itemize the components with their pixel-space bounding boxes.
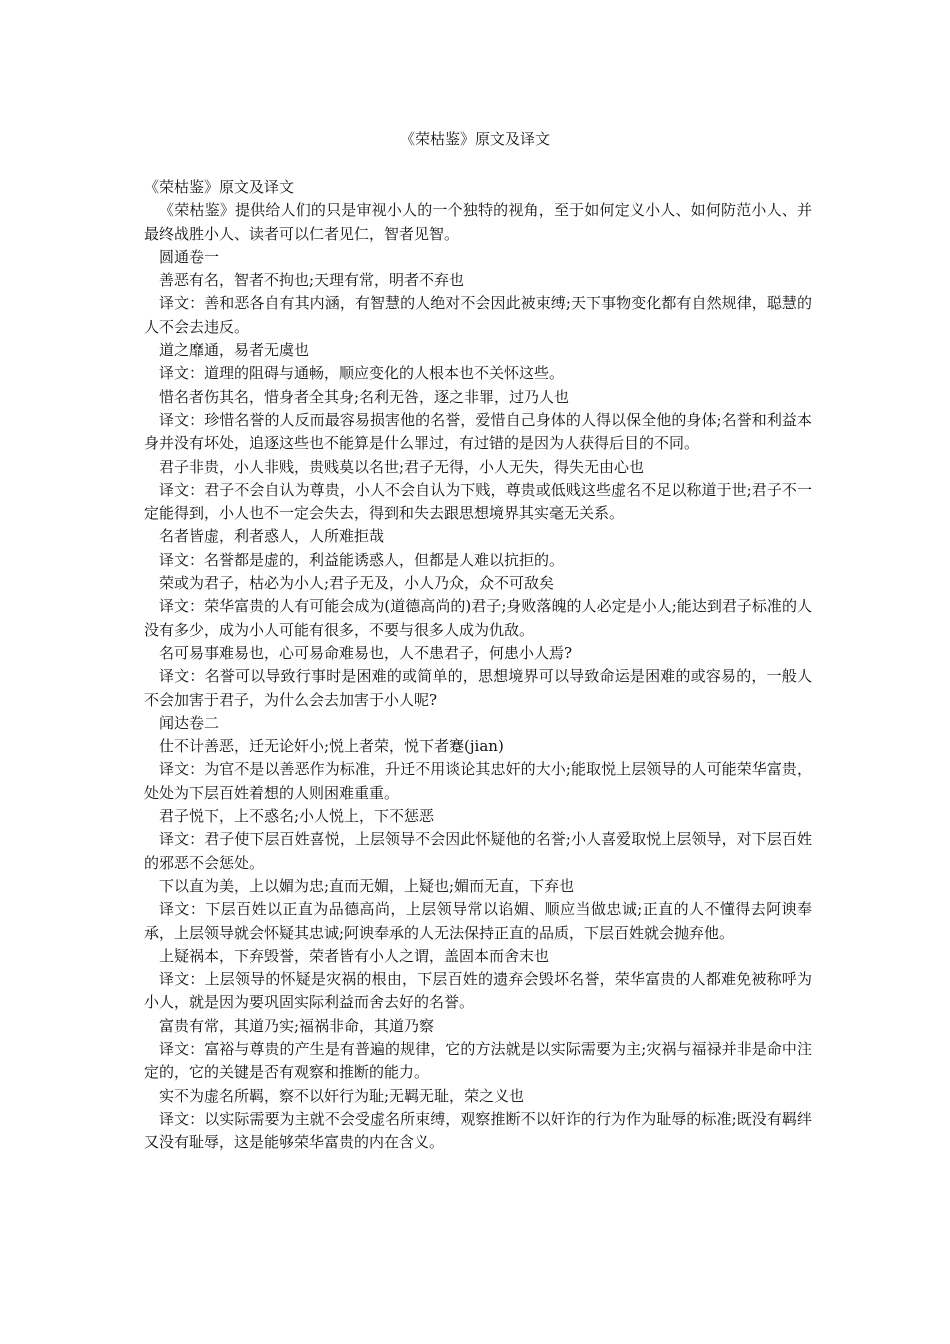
original-text: 善恶有名，智者不拘也;天理有常，明者不弃也 — [159, 271, 465, 290]
intro-paragraph: 《荣枯鉴》提供给人们的只是审视小人的一个独特的视角，至于如何定义小人、如何防范小人、并最终战胜小人、读者可以仁者见仁，智者见智。 — [144, 201, 812, 243]
translation-text: 译文：上层领导的怀疑是灾祸的根由，下层百姓的遗弃会毁坏名誉，荣华富贵的人都难免被称呼为小人，就是因为要巩固实际利益而舍去好的名誉。 — [144, 970, 812, 1012]
translation-text: 译文：下层百姓以正直为品德高尚，上层领导常以谄媚、顺应当做忠诚;正直的人不懂得去阿谀奉承，上层领导就会怀疑其忠诚;阿谀奉承的人无法保持正直的品质，下层百姓就会抛弃他。 — [144, 900, 812, 942]
section-heading: 闻达卷二 — [159, 713, 220, 732]
translation-text: 译文：为官不是以善恶作为标准，升迁不用谈论其忠奸的大小;能取悦上层领导的人可能荣华富贵，处处为下层百姓着想的人则困难重重。 — [144, 760, 812, 802]
original-text: 实不为虚名所羁，察不以奸行为耻;无羁无耻，荣之义也 — [159, 1086, 525, 1105]
original-text: 下以直为美，上以媚为忠;直而无媚，上疑也;媚而无直，下弃也 — [159, 876, 575, 895]
original-text: 名者皆虚，利者惑人，人所难拒哉 — [159, 527, 385, 546]
doc-subtitle: 《荣枯鉴》原文及译文 — [144, 178, 295, 196]
original-text: 名可易事难易也，心可易命难易也，人不患君子，何患小人焉? — [159, 643, 573, 662]
original-text: 富贵有常，其道乃实;福祸非命，其道乃察 — [159, 1016, 435, 1035]
original-text: 上疑祸本，下弃毁誉，荣者皆有小人之谓，盖固本而舍末也 — [159, 946, 550, 965]
translation-text: 译文：以实际需要为主就不会受虚名所束缚，观察推断不以奸诈的行为作为耻辱的标准;既没有羁绊又没有耻辱，这是能够荣华富贵的内在含义。 — [144, 1109, 812, 1152]
translation-text: 译文：富裕与尊贵的产生是有普遍的规律，它的方法就是以实际需要为主;灾祸与福禄并非是命中注定的，它的关键是否有观察和推断的能力。 — [144, 1039, 812, 1082]
translation-text: 译文：道理的阻碍与通畅，顺应变化的人根本也不关怀这些。 — [159, 364, 565, 383]
document-body — [144, 176, 812, 1154]
original-text: 惜名者伤其名，惜身者全其身;名利无咎，逐之非罪，过乃人也 — [159, 387, 570, 406]
translation-text: 译文：珍惜名誉的人反而最容易损害他的名誉，爱惜自己身体的人得以保全他的身体;名誉和利益本身并没有坏处，追逐这些也不能算是什么罪过，有过错的是因为人获得后目的不同。 — [144, 410, 812, 453]
original-text: 君子非贵，小人非贱，贵贱莫以名世;君子无得，小人无失，得失无由心也 — [159, 457, 645, 476]
translation-text: 译文：名誉都是虚的，利益能诱惑人，但都是人难以抗拒的。 — [159, 550, 565, 569]
page-title: 《荣枯鉴》原文及译文 — [399, 130, 550, 148]
translation-text: 译文：名誉可以导致行事时是困难的或简单的，思想境界可以导致命运是困难的或容易的，一般人不会加害于君子，为什么会去加害于小人呢? — [144, 667, 812, 709]
original-text: 荣或为君子，枯必为小人;君子无及，小人乃众，众不可敌矣 — [159, 574, 555, 593]
translation-text: 译文：善和恶各自有其内涵，有智慧的人绝对不会因此被束缚;天下事物变化都有自然规律，聪慧的人不会去违反。 — [144, 294, 812, 336]
translation-text: 译文：君子使下层百姓喜悦，上层领导不会因此怀疑他的名誉;小人喜爱取悦上层领导，对下层百姓的邪恶不会惩处。 — [144, 830, 812, 872]
original-text: 君子悦下，上不惑名;小人悦上，下不惩恶 — [159, 807, 435, 826]
original-text: 仕不计善恶，迁无论奸小;悦上者荣，悦下者蹇(jian) — [159, 737, 504, 756]
section-heading: 圆通卷一 — [159, 247, 220, 266]
translation-text: 译文：君子不会自认为尊贵，小人不会自认为下贱，尊贵或低贱这些虚名不足以称道于世;君子不一定能得到，小人也不一定会失去，得到和失去跟思想境界其实毫无关系。 — [144, 480, 812, 523]
original-text: 道之靡通，易者无虞也 — [159, 341, 310, 360]
translation-text: 译文：荣华富贵的人有可能会成为(道德高尚的)君子;身败落魄的人必定是小人;能达到君子标准的人没有多少，成为小人可能有很多，不要与很多人成为仇敌。 — [144, 597, 812, 639]
